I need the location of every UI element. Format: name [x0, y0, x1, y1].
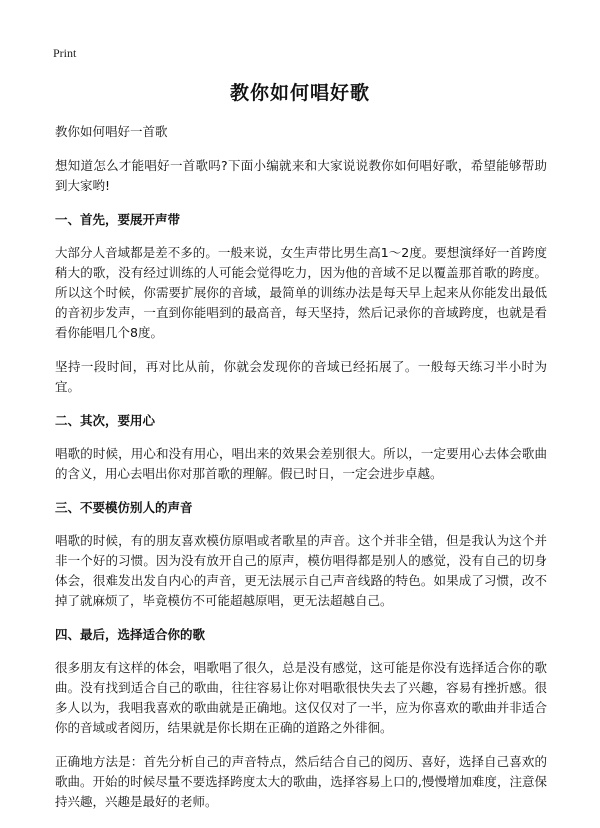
- section-4-paragraph-1: 很多朋友有这样的体会，唱歌唱了很久，总是没有感觉，这可能是你没有选择适合你的歌曲。没有找到适合自己的歌曲，往往容易让你对唱歌很快失去了兴趣，容易有挫折感。很多人以为，我唱我喜欢的歌曲就是正确地。这仅仅对了一半，应为你喜欢的歌曲并非适合你的音域或者阅历，结果就是你长期在正确的道路之外徘徊。: [55, 660, 547, 735]
- page-title: 教你如何唱好歌: [229, 82, 370, 104]
- section-4-paragraph-2: 正确地方法是：首先分析自己的声音特点，然后结合自己的阅历、喜好，选择自己喜欢的歌曲。开始的时候尽量不要选择跨度太大的歌曲，选择容易上口的,慢慢增加难度，注意保持兴趣，兴趣是最好的老师。: [55, 754, 547, 809]
- section-1-paragraph-1: 大部分人音域都是差不多的。一般来说，女生声带比男生高1～2度。要想演绎好一首跨度稍大的歌，没有经过训练的人可能会觉得吃力，因为他的音域不足以覆盖那首歌的跨度。所以这个时候，你需要扩展你的音域，最简单的训练办法是每天早上起来从你能发出最低的音初步发声，一直到你能唱到的最高音，每天坚持，然后记录你的音域跨度，也就是看看你能唱几个8度。: [55, 245, 547, 340]
- section-heading-3: 三、不要模仿别人的声音: [55, 500, 193, 515]
- section-3-paragraph-1: 唱歌的时候，有的朋友喜欢模仿原唱或者歌星的声音。这个并非全错，但是我认为这个并非一个好的习惯。因为没有放开自己的原声，模仿唱得都是别人的感觉，没有自己的切身体会，很难发出发自内心的声音，更无法展示自己声音线路的特色。如果成了习惯，改不掉了就麻烦了，毕竟模仿不可能超越原唱，更无法超越自己。: [55, 533, 547, 608]
- section-2-paragraph-1: 唱歌的时候，用心和没有用心，唱出来的效果会差别很大。所以，一定要用心去体会歌曲的含义，用心去唱出你对那首歌的理解。假已时日，一定会进步卓越。: [55, 446, 547, 481]
- section-heading-1: 一、首先，要展开声带: [55, 212, 181, 227]
- article-subtitle: 教你如何唱好一首歌: [55, 124, 168, 139]
- article-body: [55, 122, 547, 826]
- section-1-paragraph-2: 坚持一段时间，再对比从前，你就会发现你的音域已经拓展了。一般每天练习半小时为宜。: [55, 359, 547, 394]
- print-link[interactable]: Print: [53, 46, 77, 60]
- article-intro: 想知道怎么才能唱好一首歌吗?下面小编就来和大家说说教你如何唱好歌，希望能够帮助到大家哟!: [55, 158, 547, 193]
- section-heading-2: 二、其次，要用心: [55, 413, 156, 428]
- section-heading-4: 四、最后，选择适合你的歌: [55, 627, 206, 642]
